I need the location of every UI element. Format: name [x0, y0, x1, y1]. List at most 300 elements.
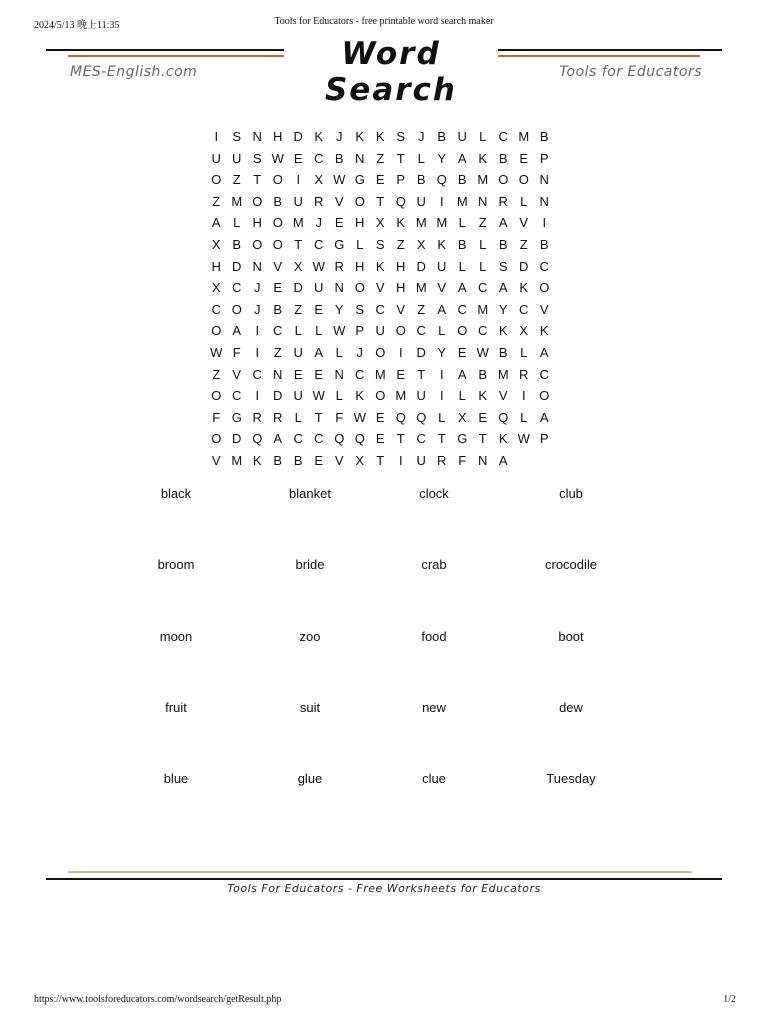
grid-letter: U: [437, 258, 447, 274]
grid-letter: C: [519, 301, 529, 317]
grid-letter: X: [416, 236, 426, 252]
word-search-banner: Word Search: [284, 36, 498, 76]
grid-letter: E: [314, 301, 324, 317]
grid-letter: O: [395, 323, 406, 339]
grid-letter: J: [315, 215, 322, 231]
grid-letter: Z: [294, 301, 303, 317]
grid-letter: T: [396, 431, 405, 447]
grid-letter: C: [457, 301, 467, 317]
grid-letter: U: [232, 150, 242, 166]
grid-letter: Y: [437, 150, 447, 166]
grid-letter: N: [539, 193, 549, 209]
grid-letter: N: [539, 172, 549, 188]
grid-letter: I: [439, 388, 444, 404]
word-list-item: food: [421, 628, 447, 644]
grid-letter: R: [252, 409, 262, 425]
grid-letter: E: [396, 366, 406, 382]
word-list-item: crab: [421, 557, 447, 573]
grid-letter: E: [375, 431, 385, 447]
grid-letter: B: [478, 366, 488, 382]
grid-letter: T: [376, 193, 385, 209]
grid-letter: S: [355, 301, 365, 317]
grid-letter: M: [231, 193, 243, 209]
grid-letter: B: [232, 236, 242, 252]
grid-letter: G: [231, 409, 242, 425]
grid-letter: E: [334, 215, 344, 231]
grid-letter: K: [539, 323, 549, 339]
grid-letter: T: [437, 431, 446, 447]
grid-letter: W: [517, 431, 530, 447]
header-rule-left-black: [46, 49, 284, 51]
grid-letter: B: [457, 236, 467, 252]
grid-letter: T: [478, 431, 487, 447]
grid-letter: R: [314, 193, 324, 209]
grid-letter: K: [498, 431, 508, 447]
grid-letter: X: [457, 409, 467, 425]
grid-letter: I: [398, 344, 403, 360]
grid-letter: P: [396, 172, 406, 188]
grid-letter: B: [498, 344, 508, 360]
word-list-item: clue: [422, 771, 446, 787]
grid-letter: U: [293, 344, 303, 360]
grid-letter: L: [479, 129, 487, 144]
grid-letter: T: [253, 172, 262, 188]
grid-letter: M: [518, 129, 530, 144]
grid-letter: E: [273, 280, 283, 296]
grid-letter: V: [396, 301, 406, 317]
grid-letter: M: [477, 301, 489, 317]
grid-letter: I: [296, 172, 301, 188]
grid-letter: O: [375, 344, 386, 360]
grid-letter: L: [294, 409, 302, 425]
grid-letter: B: [437, 129, 447, 144]
grid-letter: M: [456, 193, 468, 209]
grid-letter: I: [255, 388, 260, 404]
grid-letter: B: [273, 193, 283, 209]
grid-letter: M: [231, 452, 243, 468]
word-list-item: blue: [163, 771, 189, 787]
grid-letter: E: [457, 344, 467, 360]
grid-letter: M: [415, 280, 427, 296]
grid-letter: X: [375, 215, 385, 231]
word-list-item: black: [160, 486, 192, 501]
word-list-item: club: [559, 486, 583, 501]
print-page-title: Tools for Educators - free printable word search maker: [274, 16, 494, 27]
word-list-item: suit: [299, 699, 321, 715]
grid-letter: D: [232, 431, 242, 447]
grid-letter: S: [232, 129, 242, 144]
grid-letter: W: [333, 323, 346, 339]
grid-letter: C: [211, 301, 221, 317]
grid-letter: U: [211, 150, 221, 166]
grid-letter: L: [335, 344, 343, 360]
grid-letter: K: [498, 323, 508, 339]
grid-letter: O: [272, 172, 283, 188]
grid-letter: B: [498, 150, 508, 166]
grid-letter: O: [211, 323, 222, 339]
grid-letter: R: [519, 366, 529, 382]
grid-letter: B: [273, 452, 283, 468]
grid-letter: O: [518, 172, 529, 188]
grid-letter: E: [375, 409, 385, 425]
grid-letter: C: [539, 258, 549, 274]
grid-letter: P: [355, 323, 365, 339]
grid-letter: Z: [232, 172, 241, 188]
grid-letter: F: [232, 344, 241, 360]
grid-letter: K: [437, 236, 447, 252]
grid-letter: A: [539, 344, 549, 360]
grid-letter: G: [354, 172, 365, 188]
grid-letter: F: [335, 409, 344, 425]
grid-letter: J: [254, 280, 261, 296]
grid-letter: O: [211, 431, 222, 447]
grid-letter: A: [232, 323, 242, 339]
grid-letter: A: [498, 452, 508, 468]
grid-letter: Q: [354, 431, 365, 447]
grid-letter: H: [211, 258, 221, 274]
grid-letter: B: [273, 301, 283, 317]
word-list-item: moon: [159, 628, 193, 644]
site-name-left: MES-English.com: [70, 64, 198, 80]
grid-letter: K: [478, 150, 488, 166]
grid-letter: X: [355, 452, 365, 468]
grid-letter: C: [232, 280, 242, 296]
grid-letter: C: [478, 280, 488, 296]
grid-letter: L: [458, 258, 466, 274]
grid-letter: W: [312, 388, 325, 404]
grid-letter: I: [214, 129, 219, 144]
grid-letter: I: [398, 452, 403, 468]
grid-letter: K: [355, 388, 365, 404]
grid-letter: V: [273, 258, 283, 274]
grid-letter: M: [374, 366, 386, 382]
grid-letter: N: [252, 129, 262, 144]
grid-letter: Q: [252, 431, 263, 447]
grid-letter: Q: [395, 193, 406, 209]
word-list-item: broom: [157, 557, 195, 573]
grid-letter: M: [292, 215, 304, 231]
grid-letter: C: [355, 366, 365, 382]
grid-letter: Z: [376, 150, 385, 166]
grid-letter: T: [294, 236, 303, 252]
word-list-item: dew: [559, 699, 583, 715]
grid-letter: P: [539, 431, 549, 447]
grid-letter: H: [396, 258, 406, 274]
grid-letter: O: [252, 193, 263, 209]
grid-letter: Z: [417, 301, 426, 317]
grid-letter: B: [539, 236, 549, 252]
footer-rule-tan: [68, 871, 692, 873]
grid-letter: S: [498, 258, 508, 274]
grid-letter: M: [415, 215, 427, 231]
grid-letter: X: [211, 236, 221, 252]
grid-letter: C: [252, 366, 262, 382]
grid-letter: T: [396, 150, 405, 166]
grid-letter: L: [458, 388, 466, 404]
word-list-item: zoo: [299, 628, 321, 644]
letter-grid: [206, 126, 555, 472]
grid-letter: M: [497, 366, 509, 382]
grid-letter: B: [416, 172, 426, 188]
grid-letter: O: [252, 236, 263, 252]
grid-letter: B: [539, 129, 549, 144]
grid-letter: V: [334, 193, 344, 209]
grid-letter: M: [436, 215, 448, 231]
grid-letter: I: [542, 215, 547, 231]
grid-letter: L: [479, 258, 487, 274]
word-list-item: bride: [295, 557, 325, 573]
grid-letter: E: [375, 172, 385, 188]
grid-letter: K: [519, 280, 529, 296]
grid-letter: L: [294, 323, 302, 339]
grid-letter: U: [416, 388, 426, 404]
grid-letter: F: [212, 409, 221, 425]
site-name-right: Tools for Educators: [559, 64, 702, 80]
grid-letter: R: [334, 258, 344, 274]
grid-letter: J: [356, 344, 363, 360]
grid-letter: V: [334, 452, 344, 468]
grid-letter: J: [254, 301, 261, 317]
grid-letter: T: [417, 366, 426, 382]
grid-letter: Z: [273, 344, 282, 360]
grid-letter: J: [336, 129, 343, 144]
grid-letter: Q: [334, 431, 345, 447]
grid-letter: N: [334, 366, 344, 382]
grid-letter: H: [355, 258, 365, 274]
grid-letter: N: [478, 452, 488, 468]
grid-letter: W: [312, 258, 325, 274]
grid-letter: A: [498, 215, 508, 231]
grid-letter: E: [519, 150, 529, 166]
word-list-item: clock: [419, 486, 449, 501]
grid-letter: H: [252, 215, 262, 231]
grid-letter: L: [356, 236, 364, 252]
grid-letter: O: [539, 388, 550, 404]
grid-letter: L: [479, 236, 487, 252]
grid-letter: M: [395, 388, 407, 404]
grid-letter: B: [334, 150, 344, 166]
grid-letter: A: [457, 150, 467, 166]
grid-letter: K: [375, 258, 385, 274]
grid-letter: N: [252, 258, 262, 274]
grid-letter: A: [457, 366, 467, 382]
grid-letter: H: [355, 215, 365, 231]
grid-letter: A: [273, 431, 283, 447]
grid-letter: N: [355, 150, 365, 166]
grid-letter: H: [396, 280, 406, 296]
grid-letter: C: [478, 323, 488, 339]
grid-letter: U: [416, 193, 426, 209]
grid-letter: V: [498, 388, 508, 404]
grid-letter: L: [520, 409, 528, 425]
grid-letter: Q: [395, 409, 406, 425]
grid-letter: X: [293, 258, 303, 274]
grid-letter: O: [272, 236, 283, 252]
grid-letter: L: [315, 323, 323, 339]
grid-letter: D: [519, 258, 529, 274]
grid-letter: L: [335, 388, 343, 404]
grid-letter: O: [354, 280, 365, 296]
grid-letter: V: [519, 215, 529, 231]
header-rule-left-orange: [68, 55, 284, 57]
grid-letter: D: [273, 388, 283, 404]
grid-letter: T: [376, 452, 385, 468]
grid-letter: W: [353, 409, 366, 425]
grid-letter: Y: [334, 301, 344, 317]
grid-letter: J: [418, 129, 425, 144]
grid-letter: I: [439, 193, 444, 209]
grid-letter: O: [211, 172, 222, 188]
grid-letter: V: [539, 301, 549, 317]
page-number: 1/2: [723, 994, 736, 1005]
grid-letter: H: [273, 129, 283, 144]
print-datetime: 2024/5/13 晚上11:35: [34, 20, 120, 31]
header-rule-right-orange: [498, 55, 700, 57]
grid-letter: P: [539, 150, 549, 166]
grid-letter: B: [293, 452, 303, 468]
grid-letter: C: [498, 129, 508, 144]
grid-letter: K: [478, 388, 488, 404]
word-list-item: blanket: [289, 486, 331, 501]
grid-letter: D: [416, 258, 426, 274]
grid-letter: O: [272, 215, 283, 231]
grid-letter: N: [273, 366, 283, 382]
grid-letter: K: [375, 129, 385, 144]
grid-letter: Z: [478, 215, 487, 231]
grid-letter: W: [476, 344, 489, 360]
grid-letter: C: [416, 431, 426, 447]
grid-letter: E: [293, 150, 303, 166]
grid-letter: U: [293, 193, 303, 209]
grid-letter: A: [437, 301, 447, 317]
grid-letter: O: [457, 323, 468, 339]
grid-letter: G: [334, 236, 345, 252]
grid-letter: E: [314, 452, 324, 468]
word-list-item: fruit: [165, 699, 187, 715]
grid-letter: X: [314, 172, 324, 188]
page-url: https://www.toolsforeducators.com/wordsearch/getResult.php: [34, 994, 282, 1005]
grid-letter: L: [417, 150, 425, 166]
grid-letter: Q: [416, 409, 427, 425]
grid-letter: I: [255, 323, 260, 339]
grid-letter: W: [210, 344, 223, 360]
grid-letter: M: [477, 172, 489, 188]
grid-letter: Q: [498, 409, 509, 425]
grid-letter: O: [211, 388, 222, 404]
grid-letter: L: [520, 193, 528, 209]
grid-letter: I: [255, 344, 260, 360]
grid-letter: E: [293, 366, 303, 382]
grid-letter: L: [233, 215, 241, 231]
grid-letter: N: [334, 280, 344, 296]
grid-letter: V: [437, 280, 447, 296]
grid-letter: O: [498, 172, 509, 188]
grid-letter: V: [232, 366, 242, 382]
grid-letter: X: [519, 323, 529, 339]
grid-letter: C: [232, 388, 242, 404]
grid-letter: E: [314, 366, 324, 382]
grid-letter: C: [314, 431, 324, 447]
grid-letter: U: [314, 280, 324, 296]
grid-letter: R: [273, 409, 283, 425]
grid-letter: C: [273, 323, 283, 339]
grid-letter: Z: [212, 193, 221, 209]
grid-letter: O: [539, 280, 550, 296]
grid-letter: G: [457, 431, 468, 447]
grid-letter: I: [521, 388, 526, 404]
grid-letter: L: [438, 323, 446, 339]
grid-letter: A: [539, 409, 549, 425]
word-list-item: glue: [297, 771, 323, 787]
grid-letter: U: [416, 452, 426, 468]
grid-letter: D: [232, 258, 242, 274]
grid-letter: E: [478, 409, 488, 425]
grid-letter: K: [314, 129, 324, 144]
grid-letter: K: [355, 129, 365, 144]
grid-letter: C: [416, 323, 426, 339]
grid-letter: C: [314, 150, 324, 166]
grid-letter: O: [354, 193, 365, 209]
word-list-item: Tuesday: [546, 771, 596, 787]
grid-letter: A: [457, 280, 467, 296]
word-list-item: boot: [558, 628, 584, 644]
grid-letter: Z: [212, 366, 221, 382]
grid-letter: O: [231, 301, 242, 317]
grid-letter: U: [457, 129, 467, 144]
grid-letter: F: [458, 452, 467, 468]
grid-letter: D: [416, 344, 426, 360]
grid-letter: C: [293, 431, 303, 447]
grid-letter: K: [252, 452, 262, 468]
grid-letter: C: [375, 301, 385, 317]
grid-letter: B: [498, 236, 508, 252]
grid-letter: U: [375, 323, 385, 339]
header-rule-right-black: [498, 49, 722, 51]
grid-letter: N: [478, 193, 488, 209]
grid-letter: D: [293, 129, 303, 144]
grid-letter: W: [271, 150, 284, 166]
grid-letter: R: [498, 193, 508, 209]
grid-letter: R: [437, 452, 447, 468]
grid-letter: Y: [437, 344, 447, 360]
grid-letter: Y: [498, 301, 508, 317]
grid-letter: W: [333, 172, 346, 188]
grid-letter: C: [314, 236, 324, 252]
grid-letter: L: [458, 215, 466, 231]
grid-letter: D: [293, 280, 303, 296]
grid-letter: B: [457, 172, 467, 188]
grid-letter: U: [293, 388, 303, 404]
grid-letter: Z: [519, 236, 528, 252]
grid-letter: L: [520, 344, 528, 360]
grid-letter: A: [314, 344, 324, 360]
grid-letter: A: [211, 215, 221, 231]
grid-letter: C: [539, 366, 549, 382]
grid-letter: X: [211, 280, 221, 296]
footer-rule-black: [46, 878, 722, 880]
grid-letter: Q: [436, 172, 447, 188]
word-list-item: crocodile: [544, 557, 598, 573]
grid-letter: Z: [396, 236, 405, 252]
grid-letter: S: [396, 129, 406, 144]
grid-letter: S: [375, 236, 385, 252]
grid-letter: S: [252, 150, 262, 166]
grid-letter: V: [211, 452, 221, 468]
grid-letter: A: [498, 280, 508, 296]
grid-letter: K: [396, 215, 406, 231]
footer-tagline: Tools For Educators - Free Worksheets for Educators: [227, 882, 541, 895]
grid-letter: I: [439, 366, 444, 382]
